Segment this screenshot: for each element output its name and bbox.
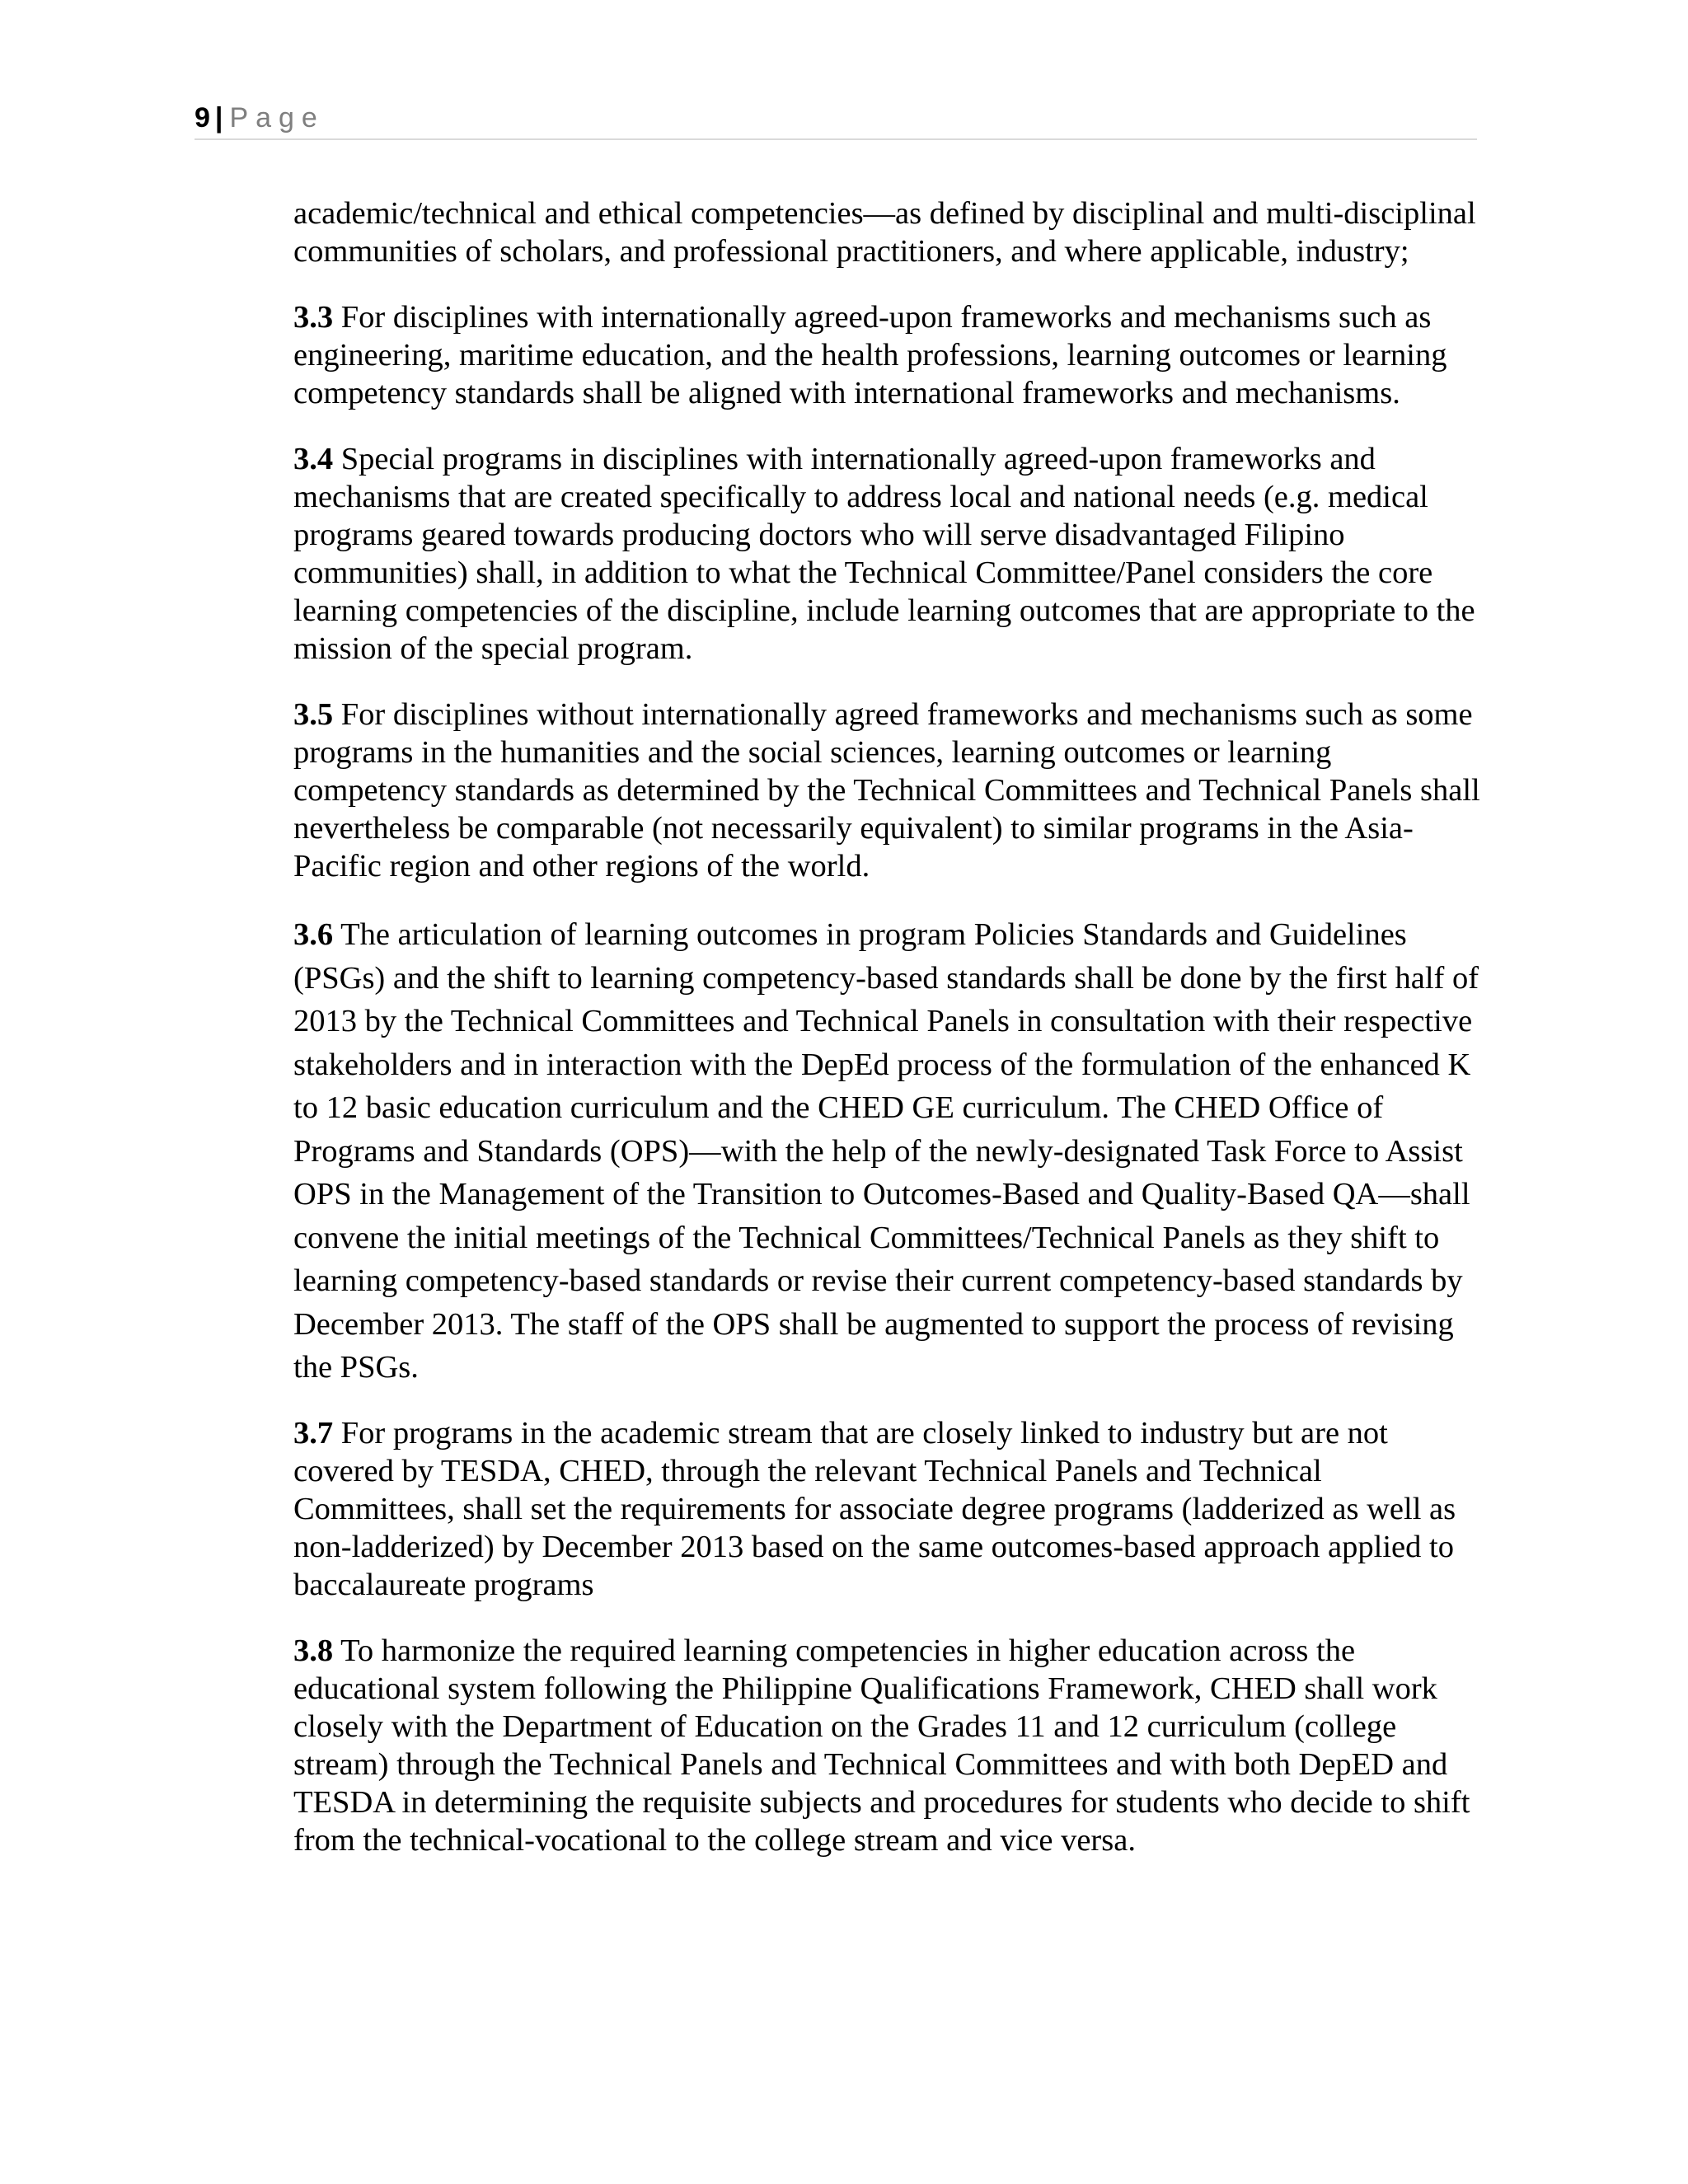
paragraph-text: For disciplines with internationally agreed-upon frameworks and mechanisms such as engineering, maritime education, and the health professions, learning outcomes or learning competency standards shall be aligned with international frameworks and mechanisms. — [293, 300, 1447, 410]
section-number: 3.6 — [293, 917, 334, 952]
paragraph-text: academic/technical and ethical competencies—as defined by disciplinal and multi-disciplinal communities of scholars, and professional practitioners, and where applicable, industry; — [293, 196, 1476, 269]
section-number: 3.8 — [293, 1633, 334, 1668]
paragraph-3-8 — [293, 1632, 1480, 1859]
document-body — [293, 194, 1480, 1887]
paragraph-text: For programs in the academic stream that are closely linked to industry but are not covered by TESDA, CHED, through the relevant Technical Panels and Technical Committees, shall set the requirements for associate degree programs (ladderized as well as non-ladderized) by December 2013 based on the same outcomes-based approach applied to baccalaureate programs — [293, 1415, 1456, 1602]
paragraph-3-7 — [293, 1414, 1480, 1604]
paragraph-text: Special programs in disciplines with internationally agreed-upon frameworks and mechanisms that are created specifically to address local and national needs (e.g. medical programs geared towards producing doctors who will serve disadvantaged Filipino communities) shall, in addition to what the Technical Committee/Panel considers the core learning competencies of the discipline, include learning outcomes that are appropriate to the mission of the special program. — [293, 442, 1475, 666]
page-header — [195, 97, 1477, 140]
section-number: 3.7 — [293, 1415, 334, 1451]
page-number: 9 — [195, 102, 210, 134]
section-number: 3.5 — [293, 697, 334, 732]
paragraph-3-5 — [293, 696, 1480, 885]
section-number: 3.4 — [293, 442, 334, 476]
paragraph-3-3 — [293, 298, 1480, 412]
section-number: 3.3 — [293, 300, 334, 335]
paragraph-text: The articulation of learning outcomes in program Policies Standards and Guidelines (PSGs) and the shift to learning competency-based standards shall be done by the first half of 2013 by the Technical Committees and Technical Panels in consultation with their respective stakeholders and in interaction with the DepEd process of the formulation of the enhanced K to 12 basic education curriculum and the CHED GE curriculum. The CHED Office of Programs and Standards (OPS)—with the help of the newly-designated Task Force to Assist OPS in the Management of the Transition to Outcomes-Based and Quality-Based QA—shall convene the initial meetings of the Technical Committees/Technical Panels as they shift to learning competency-based standards or revise their current competency-based standards by December 2013. The staff of the OPS shall be augmented to support the process of revising the PSGs. — [293, 917, 1479, 1385]
paragraph-continuation — [293, 194, 1480, 270]
page-separator: | — [214, 102, 223, 134]
paragraph-3-4 — [293, 440, 1480, 668]
paragraph-3-6 — [293, 913, 1480, 1390]
paragraph-text: For disciplines without internationally agreed frameworks and mechanisms such as some programs in the humanities and the social sciences, learning outcomes or learning competency standards as determined by the Technical Committees and Technical Panels shall nevertheless be comparable (not necessarily equivalent) to similar programs in the Asia-Pacific region and other regions of the world. — [293, 697, 1480, 883]
page-label: Page — [229, 102, 325, 134]
paragraph-text: To harmonize the required learning competencies in higher education across the educational system following the Philippine Qualifications Framework, CHED shall work closely with the Department of Education on the Grades 11 and 12 curriculum (college stream) through the Technical Panels and Technical Committees and with both DepED and TESDA in determining the requisite subjects and procedures for students who decide to shift from the technical-vocational to the college stream and vice versa. — [293, 1633, 1470, 1858]
